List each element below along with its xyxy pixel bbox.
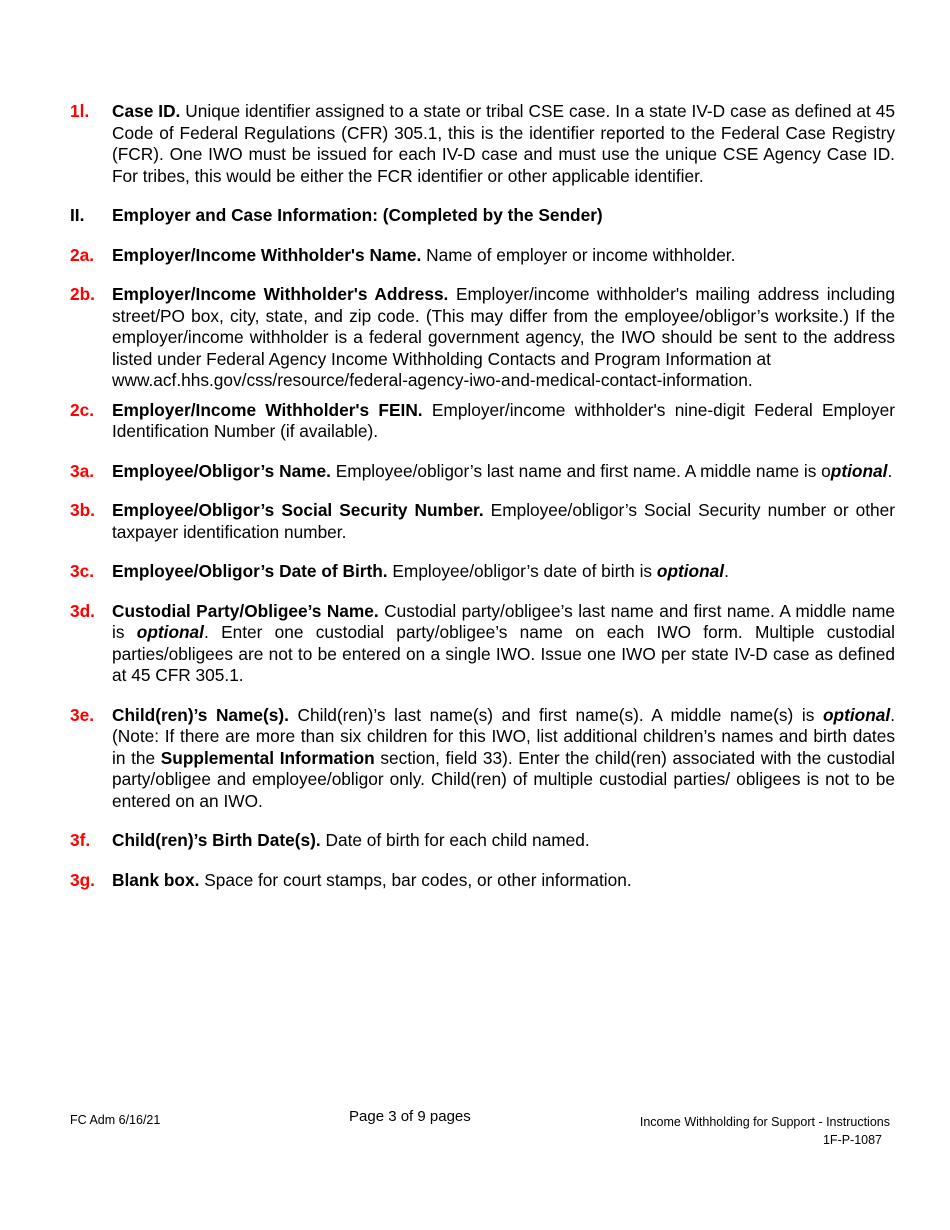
optional-emphasis: optional <box>656 561 725 581</box>
entry-title: Employee/Obligor’s Social Security Number. <box>112 500 484 520</box>
optional-emphasis: optional <box>822 704 891 725</box>
entry-text-end: . <box>724 561 729 581</box>
entry-3b <box>70 500 895 543</box>
entry-text: Employer/income withholder's nine-digit Federal Employer Identification Number (if available). <box>112 399 895 441</box>
page-number: Page 3 of 9 pages <box>349 1108 471 1125</box>
entry-3a <box>70 461 895 483</box>
section-title: Employer and Case Information: (Completed by the Sender) <box>112 205 603 225</box>
entry-number: 2c. <box>70 399 95 420</box>
entry-number: 2b. <box>70 284 95 304</box>
supplemental-info-reference: Supplemental Information <box>160 747 375 768</box>
entry-title: Child(ren)’s Birth Date(s). <box>112 830 321 850</box>
optional-emphasis: ptional <box>830 460 888 481</box>
entry-number: 2a. <box>70 244 95 265</box>
entry-text: Date of birth for each child named. <box>320 830 590 850</box>
entry-text: Custodial party/obligee’s last name and first name. A middle name is <box>112 600 895 642</box>
entry-number: 3g. <box>70 869 95 890</box>
entry-title: Employee/Obligor’s Date of Birth. <box>112 561 388 581</box>
entry-title: Employer/Income Withholder's Name. <box>112 244 422 265</box>
entry-text: Name of employer or income withholder. <box>421 244 736 265</box>
entry-3d <box>70 601 895 687</box>
form-title: Income Withholding for Support - Instructions <box>639 1115 890 1129</box>
entry-2b <box>70 284 895 392</box>
entry-title: Custodial Party/Obligee’s Name. <box>112 600 379 621</box>
entry-text: Employee/obligor’s Social Security number or other taxpayer identification number. <box>112 500 895 542</box>
entry-3g <box>70 870 895 892</box>
entry-3f <box>70 830 895 852</box>
entry-number: 3f. <box>70 830 91 850</box>
footer-form-info <box>640 1113 890 1149</box>
entry-text-end: . Enter one custodial party/obligee’s name on each IWO form. Multiple custodial parties/obligees are not to be entered on a single IWO. Issue one IWO per state IV-D case as defined at 45 CFR 305.1. <box>112 622 896 685</box>
entry-1l <box>70 101 895 187</box>
section-heading-ii <box>70 205 895 227</box>
entry-number: 3d. <box>70 600 95 621</box>
optional-emphasis: optional <box>136 622 204 642</box>
entry-2a <box>70 245 895 267</box>
entry-2c <box>70 400 895 443</box>
form-code: 1F-P-1087 <box>822 1133 882 1147</box>
entry-title: Blank box. <box>112 869 200 890</box>
entry-title: Child(ren)’s Name(s). <box>112 704 289 725</box>
entry-3e <box>70 705 895 813</box>
entry-number: 3c. <box>70 561 95 581</box>
entry-number: 1l. <box>70 101 90 121</box>
entry-text: Employee/obligor’s last name and first name. A middle name is o <box>330 460 831 481</box>
entry-text: Child(ren)’s last name(s) and first name(s). A middle name(s) is <box>288 704 823 725</box>
form-revision-date: FC Adm 6/16/21 <box>70 1113 161 1127</box>
entry-text: Employee/obligor’s date of birth is <box>387 561 657 581</box>
entry-3c <box>70 561 895 583</box>
section-number: II. <box>70 205 85 225</box>
entry-text-end: section, field 33). Enter the child(ren) associated with the custodial party/obligee and employee/obligor only. Child(ren) of multiple custodial parties/ obligees is not to be entered on an IWO. <box>112 747 896 811</box>
entry-number: 3b. <box>70 500 95 520</box>
agency-contacts-link[interactable]: www.acf.hhs.gov/css/resource/federal-agency-iwo-and-medical-contact-information. <box>112 370 753 390</box>
entry-number: 3e. <box>70 704 95 725</box>
entry-number: 3a. <box>70 460 95 481</box>
entry-title: Employer/Income Withholder's Address. <box>112 284 449 304</box>
entry-text: Unique identifier assigned to a state or tribal CSE case. In a state IV-D case as defined at 45 Code of Federal Regulations (CFR) 305.1, this is the identifier reported to the Federal Case Registry (FCR). One IWO must be issued for each IV-D case and must use the unique CSE Agency Case ID. For tribes, this would be either the FCR identifier or other applicable identifier. <box>112 101 895 186</box>
entry-text: Employer/income withholder's mailing address including street/PO box, city, state, and zip code. (This may differ from the employee/obligor’s worksite.) If the employer/income withholder is a federal government agency, the IWO should be sent to the address listed under Federal Agency Income Withholding Contacts and Program Information at <box>112 284 895 369</box>
entry-text-end: . <box>887 460 893 481</box>
entry-title: Employer/Income Withholder's FEIN. <box>112 399 423 420</box>
entry-title: Employee/Obligor’s Name. <box>112 460 331 481</box>
entry-title: Case ID. <box>112 101 181 121</box>
entry-text: Space for court stamps, bar codes, or other information. <box>199 869 632 890</box>
instruction-list <box>70 101 895 909</box>
entry-text-mid: . (Note: If there are more than six children for this IWO, list additional children’s names and birth dates in the <box>112 704 895 768</box>
